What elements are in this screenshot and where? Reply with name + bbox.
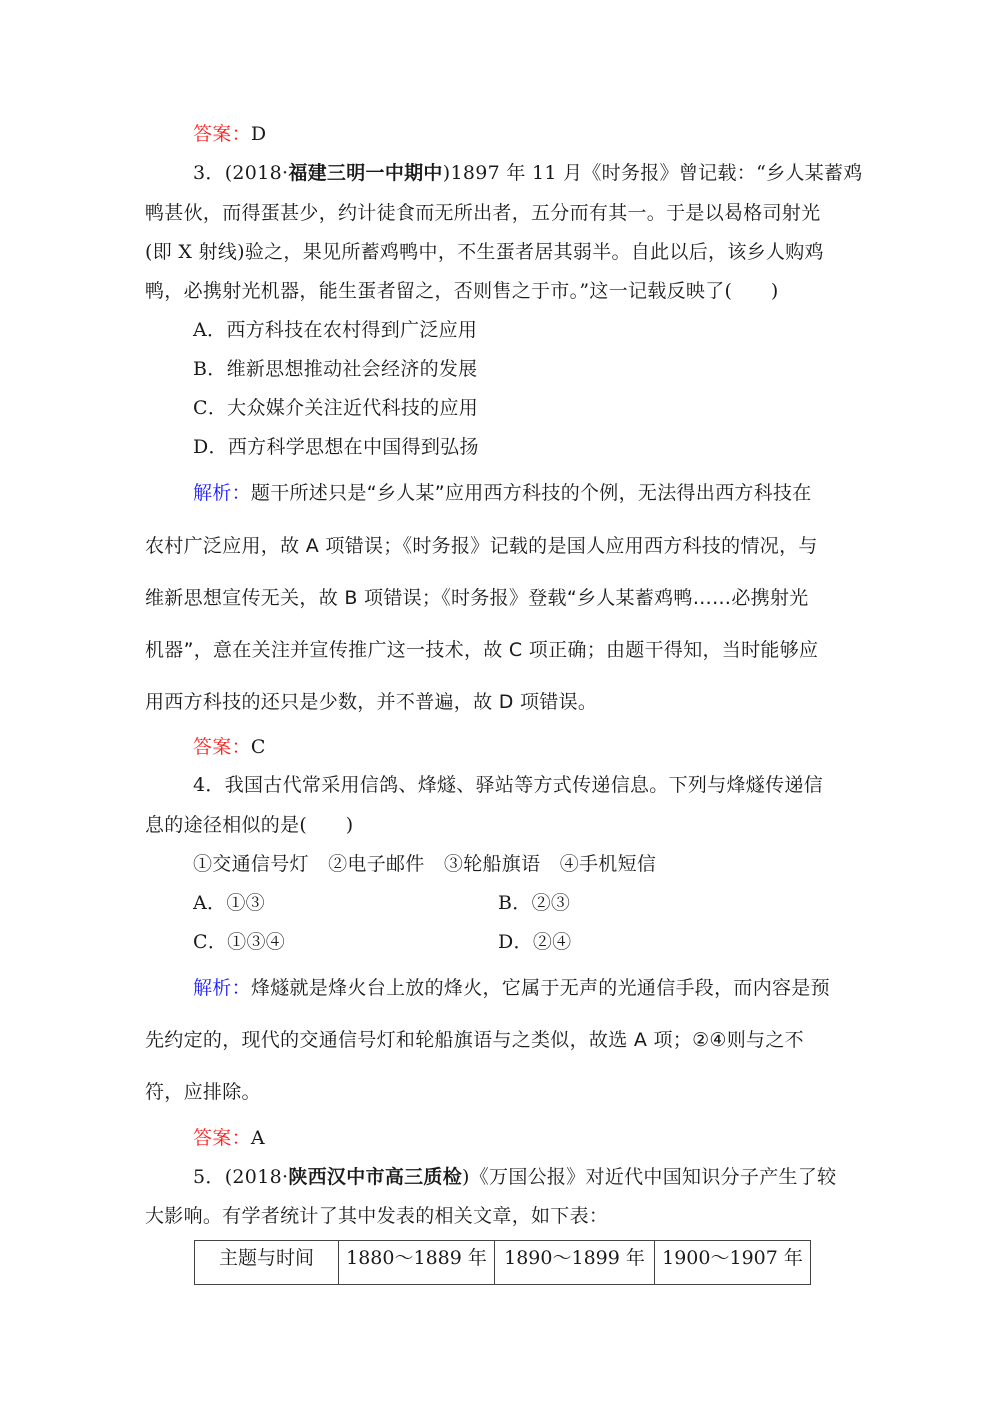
analysis-label: 解析： (193, 482, 251, 504)
q3-answer (193, 735, 266, 759)
q3-stem-line-3: (即 X 射线)验之，果见所蓄鸡鸭中，不生蛋者居其弱半。自此以后，该乡人购鸡 (145, 241, 824, 263)
question-source: 福建三明一中期中 (288, 162, 443, 184)
q3-analysis-line-4: 机器”，意在关注并宣传推广这一技术，故 C 项正确；由题干得知，当时能够应 (145, 639, 819, 661)
q3-analysis-line-3: 维新思想宣传无关，故 B 项错误；《时务报》登载“乡人某蓄鸡鸭……必携射光 (145, 587, 809, 609)
q3-stem-line-2: 鸭甚伙，而得蛋甚少，约计徒食而无所出者，五分而有其一。于是以曷格司射光 (145, 202, 821, 224)
table-header-cell: 1880～1889 年 (339, 1241, 495, 1285)
q3-option-d: D．西方科学思想在中国得到弘扬 (193, 436, 479, 458)
table-header-row (195, 1241, 811, 1285)
q2-answer (193, 122, 266, 146)
answer-label: 答案： (193, 1127, 251, 1149)
question-number: 4． (193, 774, 225, 796)
table-header-cell: 1890～1899 年 (495, 1241, 655, 1285)
table-header-cell: 主题与时间 (195, 1241, 339, 1285)
q4-stem-line-1: 4．我国古代常采用信鸽、烽燧、驿站等方式传递信息。下列与烽燧传递信 (193, 774, 824, 796)
q5-table (194, 1240, 811, 1285)
q4-option-d: D．②④ (498, 931, 572, 953)
q4-analysis-line-2: 先约定的，现代的交通信号灯和轮船旗语与之类似，故选 A 项；②④则与之不 (145, 1029, 804, 1051)
q4-items: ①交通信号灯 ②电子邮件 ③轮船旗语 ④手机短信 (193, 853, 657, 875)
answer-value: A (250, 1127, 265, 1149)
question-source: 陕西汉中市高三质检 (288, 1166, 463, 1188)
q3-analysis-line-2: 农村广泛应用，故 A 项错误；《时务报》记载的是国人应用西方科技的情况，与 (145, 535, 818, 557)
q3-option-c: C．大众媒介关注近代科技的应用 (193, 397, 479, 419)
answer-value: C (250, 736, 266, 758)
table-header-cell: 1900～1907 年 (655, 1241, 811, 1285)
answer-value: D (250, 123, 267, 145)
q5-stem-line-2: 大影响。有学者统计了其中发表的相关文章，如下表： (145, 1205, 609, 1227)
q4-option-c: C．①③④ (193, 931, 286, 953)
answer-label: 答案： (193, 736, 251, 758)
q4-analysis-line-3: 符，应排除。 (145, 1081, 261, 1103)
q3-option-a: A．西方科技在农村得到广泛应用 (193, 319, 478, 341)
q5-stem-line-1: 5．(2018·陕西汉中市高三质检)《万国公报》对近代中国知识分子产生了较 (193, 1166, 837, 1188)
q3-stem-line-1: 3．(2018·福建三明一中期中)1897 年 11 月《时务报》曾记载：“乡人某蓄鸡 (193, 162, 863, 184)
q4-analysis-line-1: 解析：烽燧就是烽火台上放的烽火，它属于无声的光通信手段，而内容是预 (193, 977, 830, 999)
question-number: 3． (193, 162, 225, 184)
analysis-label: 解析： (193, 977, 251, 999)
q4-option-b: B．②③ (498, 892, 571, 914)
q4-stem-line-2: 息的途径相似的是( ) (145, 814, 354, 836)
answer-label: 答案： (193, 123, 251, 145)
q4-option-a: A．①③ (193, 892, 265, 914)
q3-analysis-line-5: 用西方科技的还只是少数，并不普遍，故 D 项错误。 (145, 691, 598, 713)
q3-analysis-line-1: 解析：题干所述只是“乡人某”应用西方科技的个例，无法得出西方科技在 (193, 482, 812, 504)
q3-stem-line-4: 鸭，必携射光机器，能生蛋者留之，否则售之于市。”这一记载反映了( ) (145, 280, 779, 302)
question-number: 5． (193, 1166, 225, 1188)
q4-answer (193, 1126, 265, 1150)
q3-option-b: B．维新思想推动社会经济的发展 (193, 358, 478, 380)
